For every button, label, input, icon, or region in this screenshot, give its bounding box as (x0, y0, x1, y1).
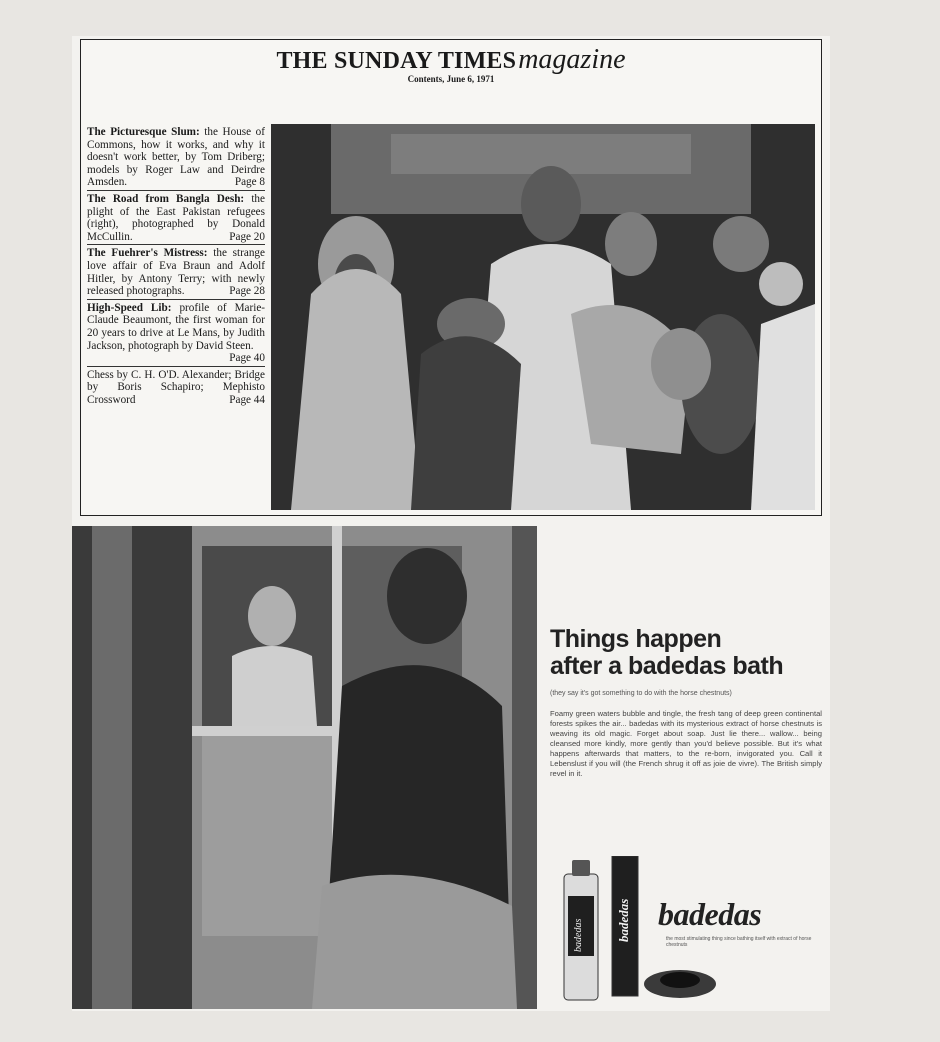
toc-item-title: The Picturesque Slum: (87, 126, 200, 138)
ad-body-text: Foamy green waters bubble and tingle, the fresh tang of deep green continental forests spikes the air... badedas with its mysterious extract of horse chestnuts is weaving its old magic. Forget about soap. Just lie there... wallow... being cleansed more kindly, more gently than you'd believe possible. But it's what happens afterwards that matters, to the re-born, invigorated you. Call it Lebenslust if you will (the French shrug it off as joie de vivre). The British simply revel in it. (550, 709, 822, 778)
toc-item (87, 126, 265, 191)
advertisement-copy (550, 626, 822, 779)
contents-box (80, 39, 822, 516)
toc-item-page: Page 40 (229, 352, 265, 365)
product-display (558, 856, 828, 1006)
toc-item-text: the House of Commons, how it works, and why it doesn't work better, by Tom Driberg; models by Roger Law and Deirdre Amsden. (87, 126, 266, 189)
toc-item-page: Page 20 (229, 230, 265, 243)
toc-item-text: the strange love affair of Eva Braun and Adolf Hitler, by Antony Terry; with newly released photographs. (87, 247, 265, 298)
refugees-photo-illustration (271, 124, 815, 510)
ad-headline (550, 626, 822, 680)
table-of-contents (87, 126, 265, 409)
bottle-small-label: badedas (573, 918, 584, 952)
ad-subhead: (they say it's got something to do with the horse chestnuts) (550, 690, 732, 697)
brand-logo: badedas (658, 896, 762, 932)
toc-item-page: Page 8 (234, 176, 265, 189)
toc-item-text: Chess by C. H. O'D. Alexander; Bridge by Boris Schapiro; Mephisto Crossword (87, 368, 265, 406)
toc-item (87, 247, 265, 299)
masthead-title: THE SUNDAY TIMES (276, 48, 517, 74)
toc-item (87, 193, 265, 245)
toc-item-text: profile of Marie-Claude Beaumont, the first woman for 20 years to drive at Le Mans, by Judith Jackson, photograph by David Steen. (87, 301, 266, 352)
bath-scene-illustration (72, 526, 537, 1009)
ad-headline-line-2: after a badedas bath (550, 652, 784, 680)
contents-date: Contents, June 6, 1971 (407, 74, 495, 84)
bottle-large-label: badedas (616, 898, 631, 942)
toc-item-title: The Fuehrer's Mistress: (87, 247, 208, 260)
magazine-page (72, 36, 830, 1011)
toc-item (87, 302, 265, 367)
toc-item-title: The Road from Bangla Desh: (87, 192, 245, 205)
refugees-photo (271, 124, 815, 510)
toc-item-page: Page 28 (229, 285, 265, 298)
toc-item-page: Page 44 (229, 393, 265, 406)
advertisement-photo (72, 526, 537, 1009)
brand-tagline: the most stimulating thing since bathing itself with extract of horse chestnuts (666, 936, 812, 948)
masthead-magazine: magazine (518, 44, 626, 75)
toc-item-text: the plight of the East Pakistan refugees (right), photographed by Donald McCullin. (87, 192, 265, 243)
ad-headline-line-1: Things happen (550, 625, 722, 653)
toc-item (87, 369, 265, 408)
masthead (81, 44, 821, 84)
toc-item-title: High-Speed Lib: (87, 301, 172, 314)
